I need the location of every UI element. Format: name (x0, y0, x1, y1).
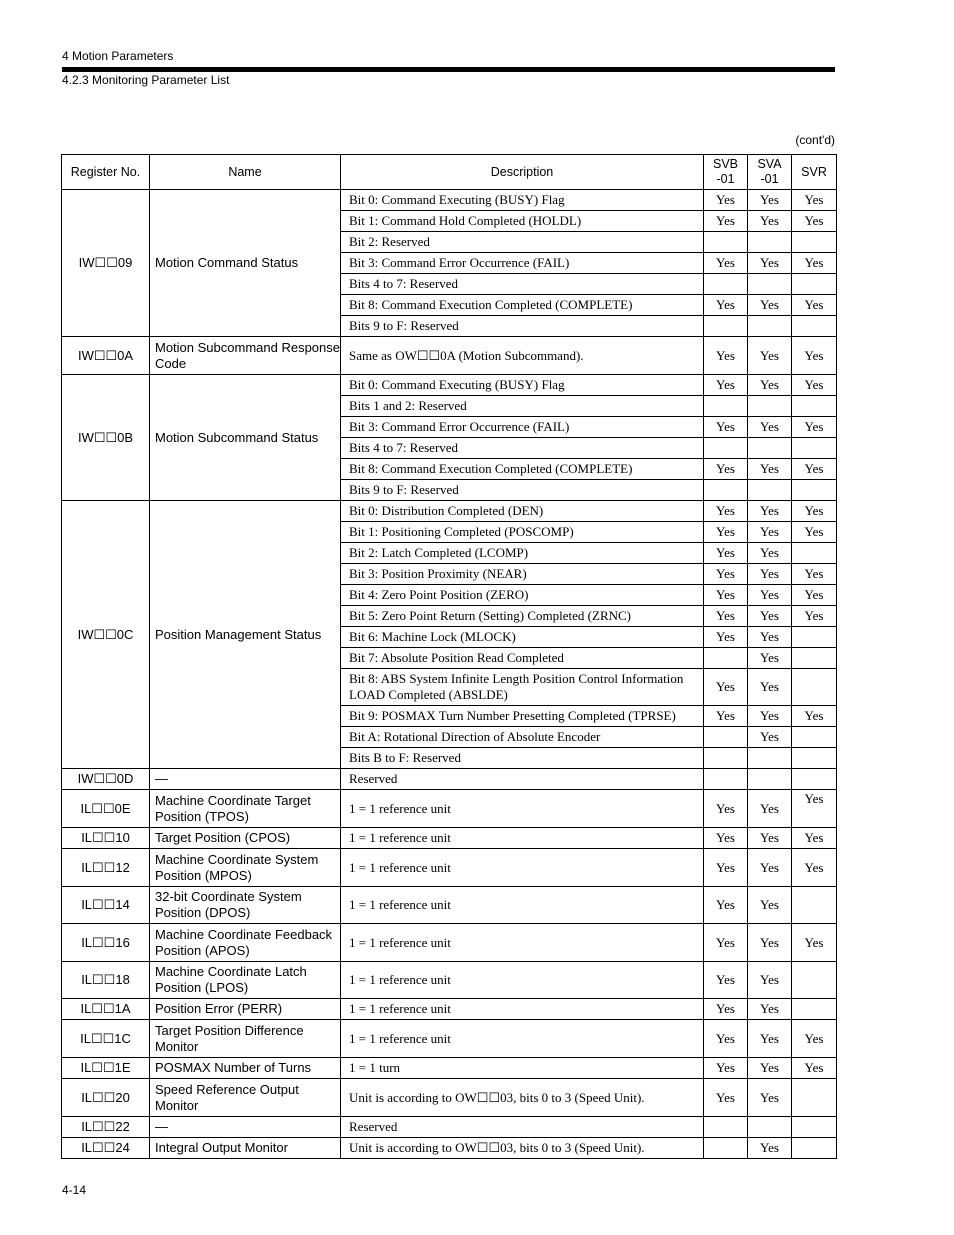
sva-support-cell: Yes (748, 606, 792, 627)
description-cell: Reserved (341, 769, 704, 790)
sva-support-cell: Yes (748, 828, 792, 849)
svr-support-cell: Yes (792, 606, 837, 627)
description-cell: 1 = 1 reference unit (341, 924, 704, 962)
description-cell: Bit 3: Command Error Occurrence (FAIL) (341, 417, 704, 438)
svr-support-cell: Yes (792, 295, 837, 316)
sva-support-cell (748, 480, 792, 501)
svb-support-cell: Yes (704, 999, 748, 1020)
description-cell: Bits 4 to 7: Reserved (341, 274, 704, 295)
parameter-name: Target Position (CPOS) (150, 828, 341, 849)
table-row (62, 769, 837, 790)
svb-support-cell: Yes (704, 706, 748, 727)
svr-support-cell: Yes (792, 253, 837, 274)
table-row (62, 828, 837, 849)
sva-support-cell: Yes (748, 459, 792, 480)
description-cell: Bit 8: ABS System Infinite Length Position Control Information LOAD Completed (ABSLDE) (341, 669, 704, 706)
continued-label: (cont'd) (795, 133, 835, 147)
description-cell: 1 = 1 reference unit (341, 999, 704, 1020)
parameter-name: Motion Subcommand Status (150, 375, 341, 501)
svb-support-cell: Yes (704, 1058, 748, 1079)
description-cell: Bit 3: Command Error Occurrence (FAIL) (341, 253, 704, 274)
sva-support-cell: Yes (748, 585, 792, 606)
description-cell: Bit 0: Command Executing (BUSY) Flag (341, 375, 704, 396)
svr-support-cell (792, 1079, 837, 1117)
description-cell: 1 = 1 reference unit (341, 849, 704, 887)
svr-support-cell: Yes (792, 337, 837, 375)
parameter-name: Machine Coordinate Feedback Position (APOS) (150, 924, 341, 962)
description-cell: Unit is according to OW☐☐03, bits 0 to 3 (Speed Unit). (341, 1138, 704, 1159)
sva-support-cell: Yes (748, 543, 792, 564)
svr-support-cell: Yes (792, 375, 837, 396)
description-cell: 1 = 1 reference unit (341, 828, 704, 849)
parameter-name: Integral Output Monitor (150, 1138, 341, 1159)
register-number: IW☐☐0B (62, 375, 150, 501)
svb-support-cell: Yes (704, 924, 748, 962)
description-cell: Unit is according to OW☐☐03, bits 0 to 3 (Speed Unit). (341, 1079, 704, 1117)
sva-support-cell: Yes (748, 501, 792, 522)
svr-support-cell (792, 396, 837, 417)
svb-support-cell: Yes (704, 962, 748, 999)
register-number: IL☐☐20 (62, 1079, 150, 1117)
svb-support-cell: Yes (704, 585, 748, 606)
svb-support-cell (704, 727, 748, 748)
table-row (62, 190, 837, 211)
description-cell: Bit 0: Distribution Completed (DEN) (341, 501, 704, 522)
svr-support-cell (792, 962, 837, 999)
description-cell: 1 = 1 reference unit (341, 962, 704, 999)
table-row (62, 924, 837, 962)
description-cell: 1 = 1 reference unit (341, 887, 704, 924)
description-cell: Bit 2: Reserved (341, 232, 704, 253)
svr-support-cell (792, 627, 837, 648)
sva-support-cell: Yes (748, 962, 792, 999)
register-number: IL☐☐1A (62, 999, 150, 1020)
svb-support-cell: Yes (704, 606, 748, 627)
sva-support-cell (748, 438, 792, 459)
table-row (62, 1117, 837, 1138)
description-cell: Bit 6: Machine Lock (MLOCK) (341, 627, 704, 648)
svr-support-cell: Yes (792, 417, 837, 438)
parameter-name: — (150, 1117, 341, 1138)
chapter-header: 4 Motion Parameters (62, 49, 174, 63)
sva-support-cell: Yes (748, 337, 792, 375)
parameter-name: Position Error (PERR) (150, 999, 341, 1020)
sva-support-cell: Yes (748, 190, 792, 211)
sva-support-cell: Yes (748, 417, 792, 438)
svr-support-cell (792, 316, 837, 337)
table-row (62, 790, 837, 828)
register-number: IW☐☐0D (62, 769, 150, 790)
description-cell: Bit 2: Latch Completed (LCOMP) (341, 543, 704, 564)
description-cell: 1 = 1 turn (341, 1058, 704, 1079)
svr-support-cell: Yes (792, 211, 837, 232)
description-cell: Reserved (341, 1117, 704, 1138)
table-body (62, 190, 837, 1159)
sva-support-cell: Yes (748, 648, 792, 669)
description-cell: Bits 9 to F: Reserved (341, 480, 704, 501)
description-cell: 1 = 1 reference unit (341, 790, 704, 828)
sva-support-cell: Yes (748, 706, 792, 727)
register-number: IL☐☐14 (62, 887, 150, 924)
header-register: Register No. (62, 155, 150, 190)
table-row (62, 962, 837, 999)
sva-support-cell: Yes (748, 627, 792, 648)
svr-support-cell (792, 669, 837, 706)
description-cell: Same as OW☐☐0A (Motion Subcommand). (341, 337, 704, 375)
svb-support-cell: Yes (704, 295, 748, 316)
svb-support-cell: Yes (704, 627, 748, 648)
register-number: IL☐☐0E (62, 790, 150, 828)
table-row (62, 1020, 837, 1058)
sva-support-cell: Yes (748, 727, 792, 748)
description-cell: Bit 1: Positioning Completed (POSCOMP) (341, 522, 704, 543)
table-row (62, 999, 837, 1020)
table-row (62, 337, 837, 375)
svr-support-cell: Yes (792, 501, 837, 522)
sva-support-cell: Yes (748, 253, 792, 274)
sva-support-cell: Yes (748, 999, 792, 1020)
sva-support-cell (748, 1117, 792, 1138)
description-cell: Bits B to F: Reserved (341, 748, 704, 769)
header-description: Description (341, 155, 704, 190)
svb-support-cell: Yes (704, 828, 748, 849)
parameter-name: Machine Coordinate System Position (MPOS) (150, 849, 341, 887)
sva-support-cell: Yes (748, 564, 792, 585)
svr-support-cell (792, 543, 837, 564)
section-header: 4.2.3 Monitoring Parameter List (62, 73, 230, 87)
sva-support-cell: Yes (748, 924, 792, 962)
register-number: IL☐☐12 (62, 849, 150, 887)
svb-support-cell: Yes (704, 1079, 748, 1117)
description-cell: Bit 9: POSMAX Turn Number Presetting Completed (TPRSE) (341, 706, 704, 727)
svb-support-cell: Yes (704, 887, 748, 924)
register-number: IL☐☐16 (62, 924, 150, 962)
svr-support-cell: Yes (792, 790, 837, 828)
description-cell: Bit A: Rotational Direction of Absolute Encoder (341, 727, 704, 748)
svr-support-cell: Yes (792, 706, 837, 727)
svr-support-cell: Yes (792, 190, 837, 211)
sva-support-cell: Yes (748, 1138, 792, 1159)
sva-support-cell: Yes (748, 295, 792, 316)
parameter-name: Motion Subcommand Response Code (150, 337, 341, 375)
svr-support-cell (792, 480, 837, 501)
svb-support-cell (704, 232, 748, 253)
sva-support-cell: Yes (748, 1079, 792, 1117)
table-row (62, 887, 837, 924)
header-sva: SVA -01 (748, 155, 792, 190)
svr-support-cell (792, 1117, 837, 1138)
description-cell: Bit 1: Command Hold Completed (HOLDL) (341, 211, 704, 232)
svr-support-cell: Yes (792, 522, 837, 543)
table-row (62, 375, 837, 396)
sva-support-cell (748, 274, 792, 295)
svb-support-cell (704, 274, 748, 295)
monitoring-parameter-table (61, 154, 837, 1159)
svb-support-cell: Yes (704, 849, 748, 887)
svb-support-cell: Yes (704, 543, 748, 564)
sva-support-cell (748, 396, 792, 417)
parameter-name: — (150, 769, 341, 790)
header-svb: SVB -01 (704, 155, 748, 190)
sva-support-cell: Yes (748, 849, 792, 887)
svr-support-cell: Yes (792, 1020, 837, 1058)
table-row (62, 1058, 837, 1079)
parameter-name: Motion Command Status (150, 190, 341, 337)
svb-support-cell: Yes (704, 417, 748, 438)
svr-support-cell (792, 727, 837, 748)
description-cell: 1 = 1 reference unit (341, 1020, 704, 1058)
description-cell: Bit 0: Command Executing (BUSY) Flag (341, 190, 704, 211)
svb-support-cell (704, 648, 748, 669)
page-number: 4-14 (62, 1183, 87, 1197)
svr-support-cell (792, 648, 837, 669)
header-name: Name (150, 155, 341, 190)
svb-support-cell: Yes (704, 375, 748, 396)
description-cell: Bit 8: Command Execution Completed (COMPLETE) (341, 459, 704, 480)
description-cell: Bit 3: Position Proximity (NEAR) (341, 564, 704, 585)
description-cell: Bits 1 and 2: Reserved (341, 396, 704, 417)
register-number: IW☐☐0C (62, 501, 150, 769)
sva-support-cell: Yes (748, 790, 792, 828)
svr-support-cell: Yes (792, 1058, 837, 1079)
parameter-name: Position Management Status (150, 501, 341, 769)
svb-support-cell (704, 1117, 748, 1138)
svb-support-cell: Yes (704, 669, 748, 706)
svb-support-cell (704, 396, 748, 417)
description-cell: Bit 5: Zero Point Return (Setting) Completed (ZRNC) (341, 606, 704, 627)
svr-support-cell (792, 748, 837, 769)
svb-support-cell: Yes (704, 459, 748, 480)
svb-support-cell (704, 438, 748, 459)
sva-support-cell: Yes (748, 522, 792, 543)
svr-support-cell (792, 438, 837, 459)
svr-support-cell: Yes (792, 585, 837, 606)
sva-support-cell (748, 748, 792, 769)
register-number: IW☐☐0A (62, 337, 150, 375)
table-row (62, 1079, 837, 1117)
svr-support-cell (792, 232, 837, 253)
parameter-name: Speed Reference Output Monitor (150, 1079, 341, 1117)
table-row (62, 501, 837, 522)
svr-support-cell (792, 274, 837, 295)
description-cell: Bit 8: Command Execution Completed (COMPLETE) (341, 295, 704, 316)
svr-support-cell: Yes (792, 849, 837, 887)
sva-support-cell (748, 769, 792, 790)
table-row (62, 849, 837, 887)
svb-support-cell: Yes (704, 253, 748, 274)
description-cell: Bits 4 to 7: Reserved (341, 438, 704, 459)
svb-support-cell: Yes (704, 211, 748, 232)
sva-support-cell: Yes (748, 887, 792, 924)
register-number: IL☐☐10 (62, 828, 150, 849)
sva-support-cell: Yes (748, 375, 792, 396)
header-svr: SVR (792, 155, 837, 190)
svb-support-cell: Yes (704, 501, 748, 522)
svb-support-cell: Yes (704, 790, 748, 828)
sva-support-cell: Yes (748, 669, 792, 706)
svr-support-cell (792, 999, 837, 1020)
sva-support-cell (748, 316, 792, 337)
description-cell: Bit 7: Absolute Position Read Completed (341, 648, 704, 669)
table-row (62, 1138, 837, 1159)
svr-support-cell: Yes (792, 459, 837, 480)
parameter-name: Machine Coordinate Latch Position (LPOS) (150, 962, 341, 999)
description-cell: Bit 4: Zero Point Position (ZERO) (341, 585, 704, 606)
svb-support-cell: Yes (704, 190, 748, 211)
description-cell: Bits 9 to F: Reserved (341, 316, 704, 337)
svb-support-cell (704, 769, 748, 790)
svb-support-cell: Yes (704, 1020, 748, 1058)
svb-support-cell: Yes (704, 337, 748, 375)
parameter-name: POSMAX Number of Turns (150, 1058, 341, 1079)
svr-support-cell (792, 887, 837, 924)
svr-support-cell (792, 1138, 837, 1159)
svb-support-cell (704, 748, 748, 769)
svb-support-cell (704, 480, 748, 501)
svr-support-cell: Yes (792, 828, 837, 849)
register-number: IL☐☐18 (62, 962, 150, 999)
parameter-name: Target Position Difference Monitor (150, 1020, 341, 1058)
svb-support-cell: Yes (704, 522, 748, 543)
register-number: IL☐☐24 (62, 1138, 150, 1159)
parameter-name: 32-bit Coordinate System Position (DPOS) (150, 887, 341, 924)
svr-support-cell (792, 769, 837, 790)
svb-support-cell: Yes (704, 564, 748, 585)
register-number: IL☐☐22 (62, 1117, 150, 1138)
register-number: IL☐☐1C (62, 1020, 150, 1058)
sva-support-cell: Yes (748, 211, 792, 232)
svb-support-cell (704, 316, 748, 337)
svr-support-cell: Yes (792, 924, 837, 962)
register-number: IL☐☐1E (62, 1058, 150, 1079)
header-rule (62, 67, 835, 72)
svb-support-cell (704, 1138, 748, 1159)
register-number: IW☐☐09 (62, 190, 150, 337)
svr-support-cell: Yes (792, 564, 837, 585)
sva-support-cell: Yes (748, 1020, 792, 1058)
sva-support-cell: Yes (748, 1058, 792, 1079)
parameter-name: Machine Coordinate Target Position (TPOS) (150, 790, 341, 828)
sva-support-cell (748, 232, 792, 253)
